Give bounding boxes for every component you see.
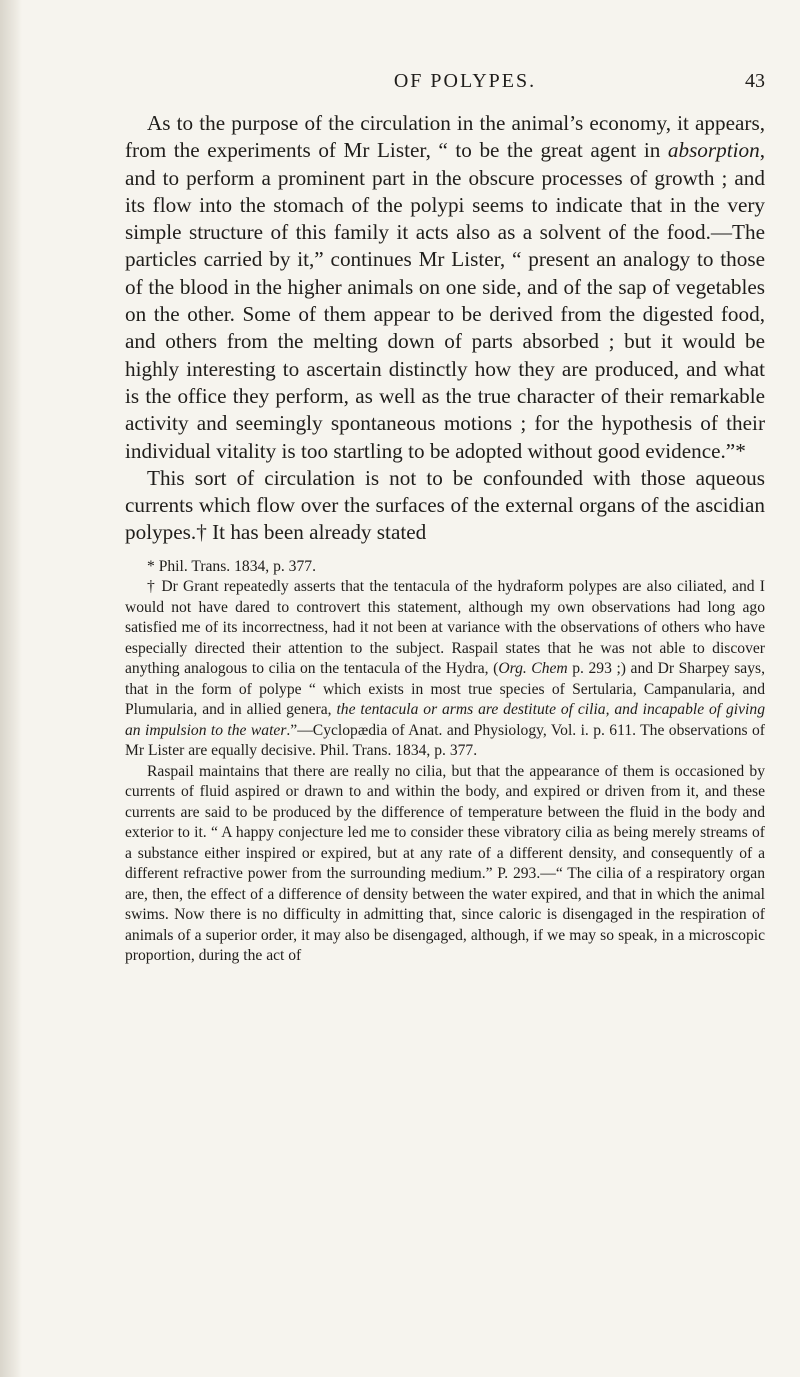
running-head-title: OF POLYPES. [393,70,537,92]
page-number: 43 [745,70,765,92]
text-run: This sort of circulation is not to be confounded with those aqueous currents which flow over the surfaces of the external organs of the ascidian polypes.† It has been already stated [125,465,765,545]
text-run: .”—Cyclopædia of Anat. and Physiology, Vol. i. p. 611. The observations of Mr Lister are equally decisive. Phil. Trans. 1834, p. 377. [125,721,765,760]
body-paragraph [125,465,765,547]
body-paragraph [125,110,765,465]
text-run: As to the purpose of the circulation in the animal’s economy, it appears, from the experiments of Mr Lister, “ to be the great agent in [125,111,765,163]
italic-run: absorption [667,138,760,163]
italic-run: the tentacula or arms are destitute of cilia, and incapable of giving an impulsion to the water [125,701,765,739]
text-run: , and to perform a prominent part in the obscure processes of growth ; and its flow into the stomach of the polypi seems to indicate that in the very simple structure of this family it acts also as a solvent of the food.—The particles carried by it,” continues Mr Lister, “ present an analogy to those of the blood in the higher animals on one side, and of the sap of vegetables on the other. Some of them appear to be derived from the digested food, and others from the melting down of parts absorbed ; but it would be highly interesting to ascertain distinctly how they are produced, and what is the office they perform, as well as the true character of their remarkable activity and seemingly spontaneous motions ; for the hypothesis of their individual vitality is too startling to be adopted without good evidence.”* [125,138,765,463]
italic-run: Org. Chem [498,660,568,678]
book-page [125,70,765,967]
text-run: p. 293 ;) and Dr Sharpey says, that in the form of polype “ which exists in most true species of Sertularia, Campanularia, and Plumularia, and in allied genera, [125,660,765,719]
text-run: † Dr Grant repeatedly asserts that the tentacula of the hydraform polypes are also ciliated, and I would not have dared to controvert this statement, although my own observations had long ago satisfied me of its incorrectness, had it not been at variance with the observations of others who have especially directed their attention to the subject. Raspail states that he was not able to discover anything analogous to cilia on the tentacula of the Hydra, ( [125,578,765,678]
book-gutter-shadow [0,0,22,1377]
footnote-continuation [125,762,765,967]
body-text [125,110,765,547]
footnote-star [125,557,765,578]
footnote-dagger [125,577,765,762]
text-run: * Phil. Trans. 1834, p. 377. [147,557,316,575]
footnotes [125,557,765,967]
running-head [125,70,765,110]
text-run: Raspail maintains that there are really no cilia, but that the appearance of them is occasioned by currents of fluid aspired or drawn to and within the body, and expired or driven from it, and these currents are said to be produced by the difference of temperature between the fluid in the body and exterior to it. “ A happy conjecture led me to consider these vibratory cilia as being merely streams of a substance either inspired or expired, but at any rate of a different density, and consequently of a different refractive power from the surrounding medium.” P. 293.—“ The cilia of a respiratory organ are, then, the effect of a difference of density between the water expired, and that in which the animal swims. Now there is no difficulty in admitting that, since caloric is disengaged in the respiration of animals of a superior order, it may also be disengaged, although, if we may so speak, in a microscopic proportion, during the act of [125,762,765,965]
